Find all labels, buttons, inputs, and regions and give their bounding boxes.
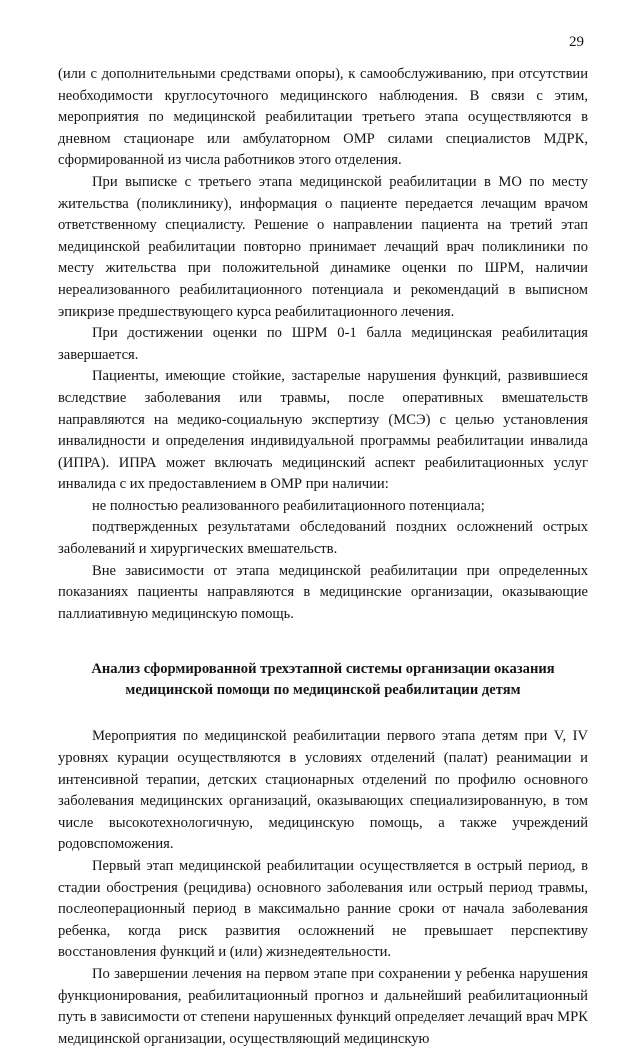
paragraph: По завершении лечения на первом этапе при сохранении у ребенка нарушения функционирования, реабилитационный прогноз и дальнейший реабилитационный путь в зависимости от степени нарушенных функций определяет лечащий врач МРК медицинской организации, осуществляющий медицинскую [58, 965, 588, 1047]
page-number: 29 [569, 34, 584, 50]
section-heading-line: Анализ сформированной трехэтапной системы организации оказания [91, 661, 555, 678]
list-item: подтвержденных результатами обследований поздних осложнений острых заболеваний и хирургических вмешательств. [58, 519, 588, 558]
paragraph: При выписке с третьего этапа медицинской реабилитации в МО по месту жительства (поликлинику), информация о пациенте передается лечащим врачом ответственному специалисту. Решение о направлении пациента на третий этап медицинской реабилитации повторно принимает лечащий врач поликлиники по месту жительства при положительной динамике оценки по ШРМ, наличии нереализованного реабилитационного потенциала и рекомендаций в выписном эпикризе предшествующего курса реабилитационного лечения. [58, 173, 588, 320]
list-item: не полностью реализованного реабилитационного потенциала; [92, 497, 485, 514]
paragraph: (или с дополнительными средствами опоры), к самообслуживанию, при отсутствии необходимости круглосуточного медицинского наблюдения. В связи с этим, мероприятия по медицинской реабилитации третьего этапа осуществляются в дневном стационаре или амбулаторном ОМР силами специалистов МДРК, сформированной из числа работников этого отделения. [58, 66, 588, 169]
paragraph: При достижении оценки по ШРМ 0-1 балла медицинская реабилитация завершается. [58, 325, 588, 363]
section-heading [58, 659, 588, 700]
paragraph: Вне зависимости от этапа медицинской реабилитации при определенных показаниях пациенты направляются в медицинские организации, оказывающие паллиативную медицинскую помощь. [58, 562, 588, 622]
paragraph: Мероприятия по медицинской реабилитации первого этапа детям при V, IV уровнях курации осуществляются в условиях отделений (палат) реанимации и интенсивной терапии, детских стационарных отделений по профилю основного заболевания медицинских организаций, оказывающих специализированную, в том числе высокотехнологичную, медицинскую помощь, а также учреждений родовспоможения. [58, 728, 588, 853]
section-heading-line: медицинской помощи по медицинской реабилитации детям [125, 681, 521, 698]
paragraph: Пациенты, имеющие стойкие, застарелые нарушения функций, развившиеся вследствие заболевания или травмы, после оперативных вмешательств направляются на медико-социальную экспертизу (МСЭ) с целью установления инвалидности и определения индивидуальной программы реабилитации инвалида (ИПРА). ИПРА может включать медицинский аспект реабилитационных услуг инвалида с их предоставлением в ОМР при наличии: [58, 368, 588, 493]
paragraph: Первый этап медицинской реабилитации осуществляется в острый период, в стадии обострения (рецидива) основного заболевания или острый период травмы, послеоперационный период в максимально ранние сроки от начала заболевания ребенка, когда риск развития осложнений не превышает перспективу восстановления функций и (или) жизнедеятельности. [58, 858, 588, 961]
page-content [58, 64, 588, 1050]
